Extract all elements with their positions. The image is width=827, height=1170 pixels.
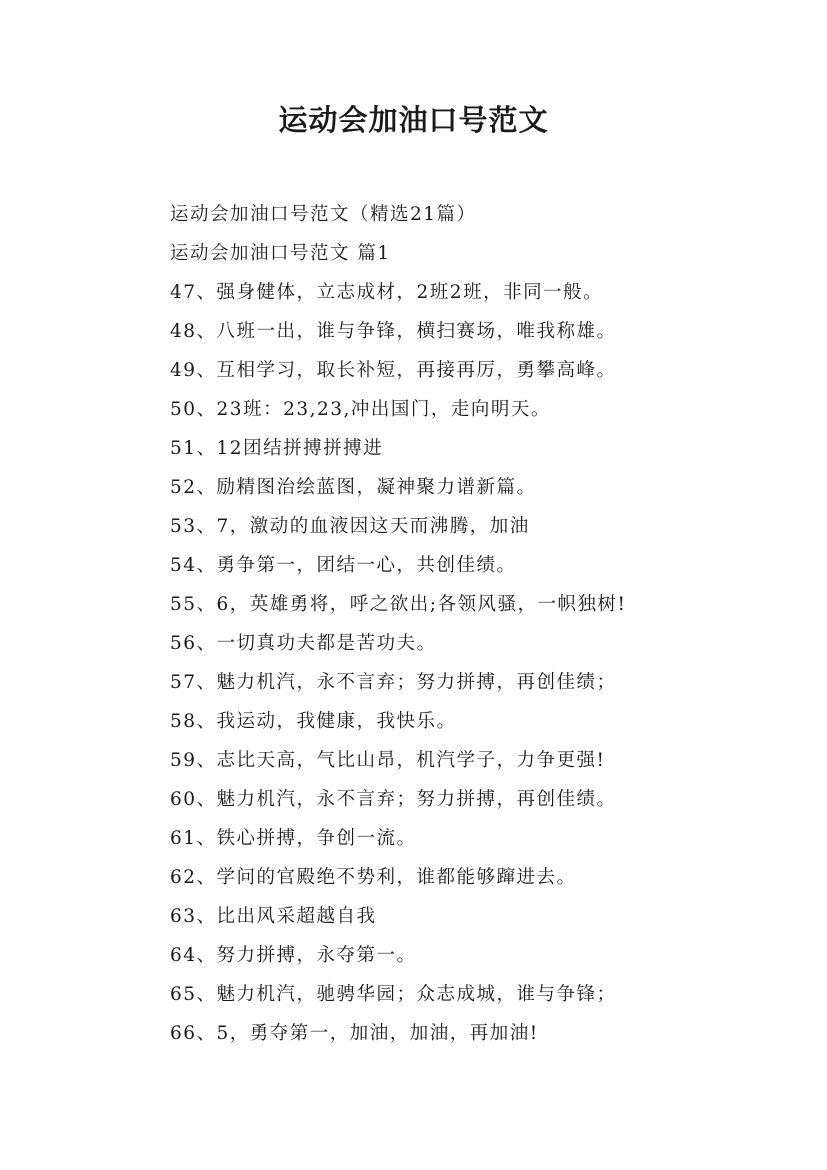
text-line: 57、魅力机汽，永不言弃；努力拼搏，再创佳绩； — [170, 672, 617, 693]
text-line: 66、5，勇夺第一，加油，加油，再加油! — [170, 1023, 539, 1044]
text-line: 51、12团结拼搏拼搏进 — [170, 438, 384, 459]
document-title: 运动会加油口号范文 — [278, 103, 549, 137]
text-line: 64、努力拼搏，永夺第一。 — [170, 945, 417, 966]
text-line: 52、励精图治绘蓝图，凝神聚力谱新篇。 — [170, 477, 537, 498]
text-line: 53、7，激动的血液因这天而沸腾，加油 — [170, 516, 530, 537]
text-line: 运动会加油口号范文 篇1 — [170, 243, 391, 264]
text-line: 58、我运动，我健康，我快乐。 — [170, 711, 457, 732]
text-line: 运动会加油口号范文（精选21篇） — [170, 204, 477, 225]
text-line: 49、互相学习，取长补短，再接再厉，勇攀高峰。 — [170, 360, 617, 381]
text-line: 62、学问的官殿绝不势利，谁都能够蹿进去。 — [170, 867, 577, 888]
text-line: 65、魅力机汽，驰骋华园；众志成城，谁与争锋； — [170, 984, 617, 1005]
text-line: 63、比出风采超越自我 — [170, 906, 377, 927]
document-body — [170, 195, 790, 1053]
text-line: 50、23班：23,23,冲出国门，走向明天。 — [170, 399, 551, 420]
text-line: 59、志比天高，气比山昂，机汽学子，力争更强! — [170, 750, 606, 771]
text-line: 55、6，英雄勇将，呼之欲出;各领风骚，一帜独树! — [170, 594, 627, 615]
text-line: 60、魅力机汽，永不言弃；努力拼搏，再创佳绩。 — [170, 789, 617, 810]
text-line: 48、八班一出，谁与争锋，横扫赛场，唯我称雄。 — [170, 321, 617, 342]
text-line: 61、铁心拼搏，争创一流。 — [170, 828, 417, 849]
text-line: 47、强身健体，立志成材，2班2班，非同一般。 — [170, 282, 604, 303]
text-line: 56、一切真功夫都是苦功夫。 — [170, 633, 437, 654]
text-line: 54、勇争第一，团结一心，共创佳绩。 — [170, 555, 517, 576]
